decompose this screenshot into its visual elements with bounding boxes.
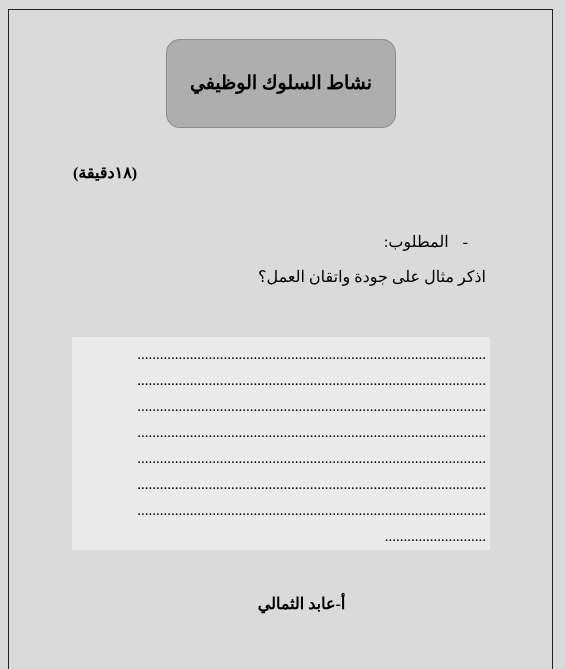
answer-line: .............................................................................................: [137, 399, 486, 415]
worksheet-page: [8, 9, 553, 669]
answer-line: ...........................: [384, 529, 486, 545]
title-box: [166, 39, 396, 128]
author-name: أ-عابد الثمالي: [257, 596, 346, 613]
question-text: اذكر مثال على جودة واتقان العمل؟: [258, 269, 486, 286]
required-heading: [384, 232, 468, 252]
answer-line: .............................................................................................: [137, 477, 486, 493]
duration-label: (١٨دقيقة): [73, 165, 138, 182]
bullet-dash: -: [462, 234, 468, 251]
required-label: المطلوب:: [383, 234, 449, 251]
answer-line: .............................................................................................: [137, 373, 486, 389]
page-title: نشاط السلوك الوظيفي: [189, 73, 373, 94]
answer-line: .............................................................................................: [137, 425, 486, 441]
answer-line: .............................................................................................: [137, 347, 486, 363]
answer-line: .............................................................................................: [137, 451, 486, 467]
answer-line: .............................................................................................: [137, 503, 486, 519]
answer-area[interactable]: [72, 337, 490, 550]
